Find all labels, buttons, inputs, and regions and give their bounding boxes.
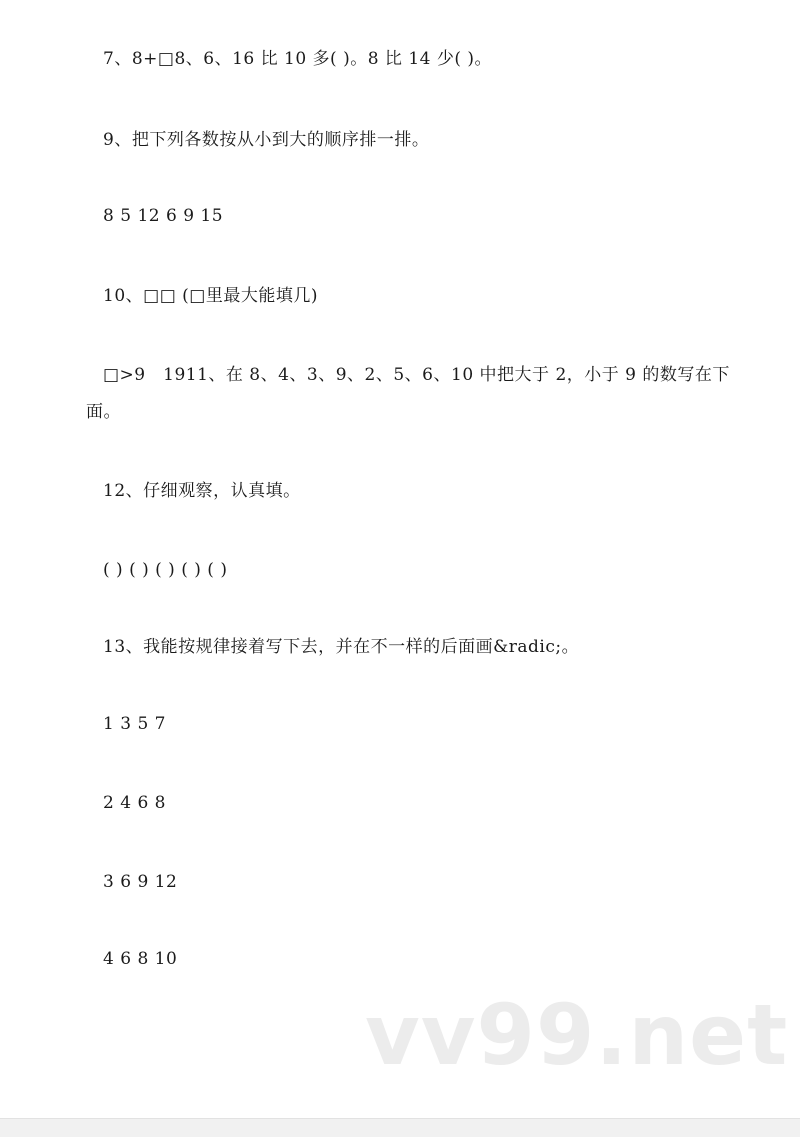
question-11: □>9 1911、在 8、4、3、9、2、5、6、10 中把大于 2，小于 9 的数写在下: [103, 365, 730, 385]
sequence-row-1: 1 3 5 7: [103, 714, 166, 734]
question-9-numbers: 8 5 12 6 9 15: [103, 206, 224, 226]
question-10: 10、□□ (□里最大能填几): [103, 286, 318, 306]
watermark-text: vv99.net: [365, 986, 789, 1084]
question-11-continued: 面。: [86, 402, 121, 422]
question-13: 13、我能按规律接着写下去，并在不一样的后面画&radic;。: [103, 637, 580, 657]
page-footer-bar: [0, 1118, 800, 1137]
question-12: 12、仔细观察，认真填。: [103, 481, 301, 501]
question-7: 7、8+□8、6、16 比 10 多( )。8 比 14 少( )。: [103, 49, 493, 69]
question-12-blanks: ( ) ( ) ( ) ( ) ( ): [103, 560, 228, 580]
sequence-row-4: 4 6 8 10: [103, 949, 178, 969]
question-9: 9、把下列各数按从小到大的顺序排一排。: [103, 130, 430, 150]
sequence-row-3: 3 6 9 12: [103, 872, 178, 892]
sequence-row-2: 2 4 6 8: [103, 793, 166, 813]
